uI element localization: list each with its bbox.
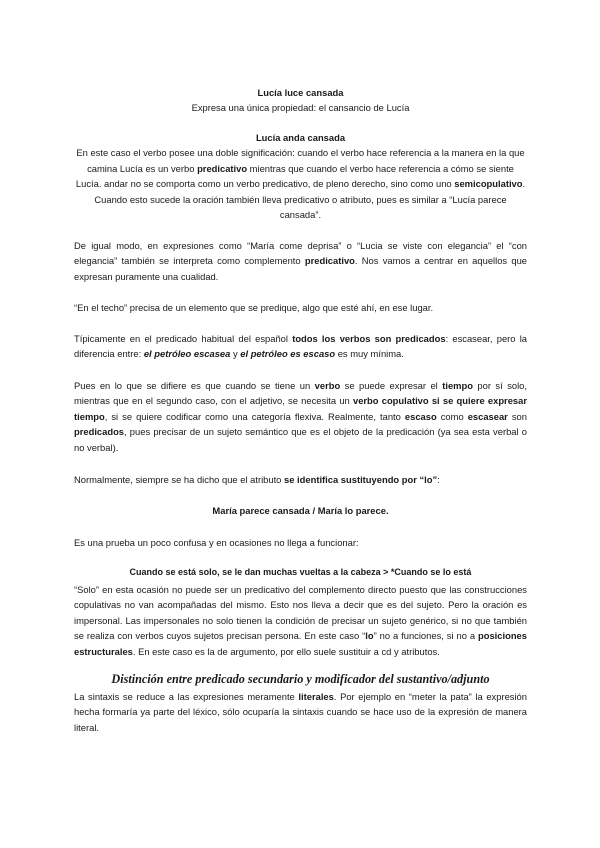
- example-1-description: Expresa una única propiedad: el cansancio de Lucía: [191, 102, 410, 114]
- paragraph-en-el-techo: “En el techo” precisa de un elemento que se predique, algo que esté ahí, en ese lugar.: [74, 302, 434, 313]
- example-4: Cuando se está solo, se le dan muchas vueltas a la cabeza > *Cuando se lo está: [129, 567, 472, 577]
- example-2-explanation: En este caso el verbo posee una doble significación: cuando el verbo hace referencia a la manera en la que camina Lucía es un verbo predicativo mientras que cuando el verbo hace referencia a cómo se siente Lucía. andar no se comporta como un verbo predicativo, de pleno derecho, sino como uno semicopulativo. Cuando esto sucede la oración también lleva predicativo o atributo, pues es similar a “Lucía parece cansada”.: [75, 147, 526, 221]
- paragraph-sintaxis: La sintaxis se reduce a las expresiones meramente literales. Por ejemplo en “meter la pata” la expresión hecha formaría ya parte del léxico, sólo ocuparía la sintaxis cuando se hace uso de la expresión de manera literal.: [74, 691, 527, 733]
- example-2: [74, 130, 527, 222]
- section-heading: Distinción entre predicado secundario y modificador del sustantivo/adjunto: [111, 672, 490, 686]
- paragraph-verbo-tiempo: Pues en lo que se difiere es que cuando se tiene un verbo se puede expresar el tiempo por sí solo, mientras que en el segundo caso, con el adjetivo, se necesita un verbo copulativo si se quiere expresar tiempo, si se quiere codificar como una categoría flexiva. Realmente, tanto escaso como escasear son predicados, pues precisar de un sujeto semántico que es el objeto de la predicación (ya sea esta verbal o no verbal).: [74, 380, 527, 453]
- paragraph-tipicamente: Típicamente en el predicado habitual del español todos los verbos son predicados: escasear, pero la diferencia entre: el petróleo escasea y el petróleo es escaso es muy mínima.: [74, 333, 528, 360]
- paragraph-atributo: Normalmente, siempre se ha dicho que el atributo se identifica sustituyendo por “lo”:: [74, 474, 440, 485]
- paragraph-prueba-confusa: Es una prueba un poco confusa y en ocasiones no llega a funcionar:: [74, 537, 359, 548]
- example-3: María parece cansada / María lo parece.: [212, 505, 389, 516]
- example-1-title: Lucía luce cansada: [257, 87, 344, 98]
- paragraph-solo: “Solo” en esta ocasión no puede ser un predicativo del complemento directo puesto que las construcciones copulativas no van acompañadas del mismo. Esto nos lleva a decir que es del sujeto. Pero la oración es impersonal. Las impersonales no solo tienen la condición de precisar un sujeto genérico, si no que también se realiza con verbos cuyos sujetos precisan persona. En este caso “lo” no a funciones, si no a posiciones estructurales. En este caso es la de argumento, por ello suele sustituir a cd y atributos.: [74, 584, 527, 657]
- example-1: [74, 85, 527, 116]
- example-2-title: Lucía anda cansada: [255, 132, 346, 143]
- paragraph-expresiones: De igual modo, en expresiones como “María come deprisa” o “Lucia se viste con elegancia” el “con elegancia” también se interpreta como complemento predicativo. Nos vamos a centrar en aquellos que expresan puramente una cualidad.: [74, 240, 527, 282]
